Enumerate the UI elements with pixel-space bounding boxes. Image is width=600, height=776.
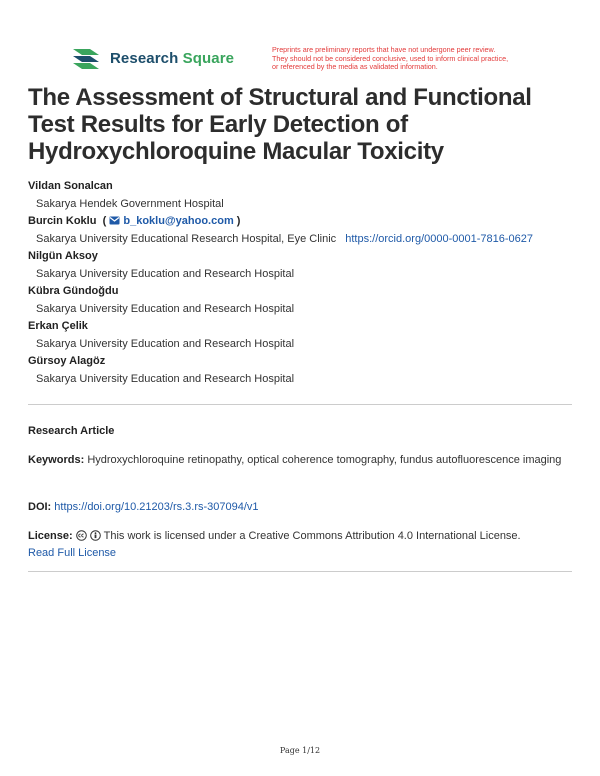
research-square-logo[interactable] xyxy=(70,44,234,72)
license-text: This work is licensed under a Creative Commons Attribution 4.0 International License. xyxy=(103,530,521,542)
research-square-logo-icon xyxy=(70,44,102,72)
page-header xyxy=(70,44,550,78)
attribution-icon xyxy=(90,530,101,541)
author-block xyxy=(28,353,588,388)
logo-word-research: Research xyxy=(110,49,179,67)
author-affiliation: Sakarya University Education and Research Hospital xyxy=(36,303,295,315)
author-block xyxy=(28,178,588,213)
divider xyxy=(28,571,572,572)
notice-line-2: They should not be considered conclusive, used to inform clinical practice, xyxy=(272,53,509,63)
author-affiliation: Sakarya University Education and Research Hospital xyxy=(36,373,295,385)
author-block xyxy=(28,248,588,283)
author-name: Gürsoy Alagöz xyxy=(28,355,106,367)
keywords-label: Keywords: xyxy=(28,454,85,466)
paper-title: The Assessment of Structural and Functional Test Results for Early Detection of Hydroxychloroquine Macular Toxicity xyxy=(28,84,532,165)
doi-link[interactable]: https://doi.org/10.21203/rs.3.rs-307094/v1 xyxy=(54,501,259,513)
author-email-link[interactable] xyxy=(109,215,233,227)
author-name: Erkan Çelik xyxy=(28,320,88,332)
page-number: Page 1/12 xyxy=(279,746,321,755)
orcid-link[interactable]: https://orcid.org/0000-0001-7816-0627 xyxy=(345,233,533,245)
author-affiliation: Sakarya University Education and Research Hospital xyxy=(36,268,295,280)
author-affiliation-row xyxy=(28,230,588,248)
author-affiliation: Sakarya Hendek Government Hospital xyxy=(36,198,224,210)
keywords-section xyxy=(28,452,576,469)
notice-line-3: or referenced by the media as validated information. xyxy=(272,62,438,72)
article-type: Research Article xyxy=(28,425,115,437)
author-block xyxy=(28,213,588,248)
author-block xyxy=(28,283,588,318)
author-affiliation: Sakarya University Educational Research Hospital, Eye Clinic xyxy=(36,233,337,245)
author-block xyxy=(28,318,588,353)
divider xyxy=(28,404,572,405)
author-name-with-email: Burcin Koklu ( b_koklu@yahoo.com ) xyxy=(28,215,241,227)
logo-text xyxy=(110,50,234,67)
doi-label: DOI: xyxy=(28,501,52,513)
author-name: Vildan Sonalcan xyxy=(28,180,113,192)
author-name: Nilgün Aksoy xyxy=(28,250,98,262)
envelope-icon xyxy=(109,216,120,225)
author-email: b_koklu@yahoo.com xyxy=(123,215,234,227)
doi-section xyxy=(28,499,576,516)
keywords-value: Hydroxychloroquine retinopathy, optical coherence tomography, fundus autofluorescence imaging xyxy=(87,454,562,466)
notice-line-1: Preprints are preliminary reports that have not undergone peer review. xyxy=(272,45,496,54)
read-full-license-link[interactable]: Read Full License xyxy=(28,547,117,559)
logo-word-square: Square xyxy=(182,49,235,67)
author-affiliation: Sakarya University Education and Research Hospital xyxy=(36,338,295,350)
preprint-notice xyxy=(272,46,562,72)
author-name: Burcin Koklu xyxy=(28,215,97,227)
author-list xyxy=(28,178,588,388)
license-label: License: xyxy=(28,530,73,542)
license-section xyxy=(28,528,576,562)
author-name: Kübra Gündoğdu xyxy=(28,285,119,297)
cc-icon xyxy=(76,530,87,541)
